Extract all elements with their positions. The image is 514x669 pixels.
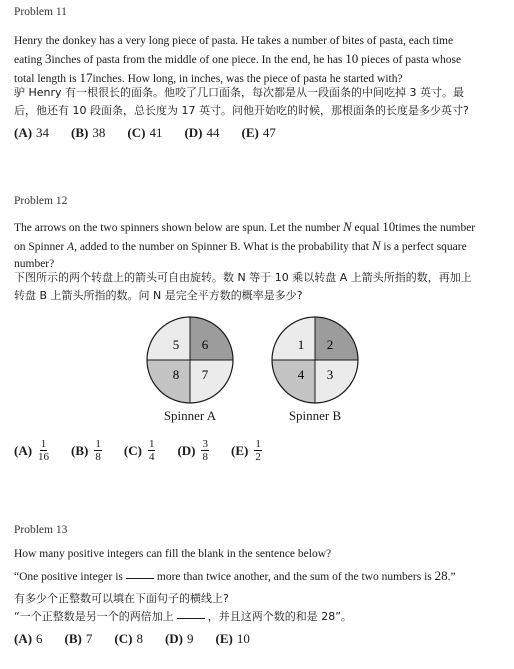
text-span: is a perfect square: [380, 241, 467, 253]
spinner-a-label: Spinner A: [163, 408, 217, 423]
choice-b[interactable]: [65, 631, 93, 647]
spinner-b-number-bl: 4: [297, 366, 305, 382]
numerator: 1: [95, 438, 101, 450]
problem-12-en-line-3: number?: [14, 258, 55, 270]
blank-line: [177, 618, 205, 619]
choice-c[interactable]: [124, 438, 156, 463]
choice-value: 10: [236, 631, 250, 646]
problem-11-text: [14, 33, 500, 88]
choice-label: (C): [127, 125, 146, 140]
denominator: 8: [95, 451, 101, 463]
denominator: 8: [202, 451, 208, 463]
choice-label: (E): [241, 125, 259, 140]
choice-label: (B): [71, 442, 89, 458]
text-span: “One positive integer is: [14, 571, 123, 583]
spinner-a: [145, 315, 235, 405]
spinner-a-number-tr: 6: [201, 336, 209, 352]
spinner-b-number-tl: 1: [297, 336, 305, 352]
choice-b[interactable]: [71, 125, 105, 141]
problem-12-en-line-1: [14, 218, 500, 237]
problem-13-cn-line-2: [14, 608, 500, 626]
choice-label: (A): [14, 631, 33, 646]
problem-11-en-line-1: Henry the donkey has a very long piece of pasta. He takes a number of bites of pasta, each time: [14, 35, 454, 47]
choice-b[interactable]: [71, 438, 102, 463]
choice-value: 38: [92, 125, 106, 140]
text-span: eating: [14, 54, 45, 66]
choice-label: (D): [164, 631, 183, 646]
problem-13-heading: Problem 13: [14, 524, 68, 536]
numerator: 3: [202, 438, 208, 450]
fraction: [254, 438, 262, 463]
problem-11-choices: [14, 125, 298, 141]
spinner-b-label: Spinner B: [288, 408, 342, 423]
choice-c[interactable]: [127, 125, 162, 141]
problem-12-cn-line-1: 下图所示的两个转盘上的箭头可自由旋转。数 N 等于 10 乘以转盘 A 上箭头所指的数，再加上: [14, 271, 472, 284]
choice-value: 9: [186, 631, 194, 646]
choice-value: 8: [136, 631, 143, 646]
problem-13-text: [14, 546, 500, 586]
choice-label: (A): [14, 125, 33, 140]
text-span: total length is: [14, 73, 80, 85]
choice-label: (A): [14, 442, 33, 458]
number-ten: 10: [345, 51, 359, 66]
problem-12-text: [14, 218, 500, 273]
choice-label: (B): [64, 631, 82, 646]
problem-11-cn-line-1: 驴 Henry 有一根很长的面条。他咬了几口面条，每次都是从一段面条的中间吃掉 3 英寸。最: [14, 86, 465, 99]
choice-label: (D): [184, 125, 203, 140]
denominator: 2: [255, 451, 261, 463]
problem-11-heading: Problem 11: [14, 6, 67, 18]
problem-11-cn-text: [14, 84, 500, 120]
problem-12-cn-line-2: 转盘 B 上箭头所指的数。问 N 是完全平方数的概率是多少?: [14, 289, 303, 302]
choice-value: 34: [36, 125, 50, 140]
text-span: on Spinner: [14, 241, 68, 253]
choice-e[interactable]: [241, 125, 275, 141]
choice-c[interactable]: [114, 631, 143, 647]
problem-13-cn-text: [14, 590, 500, 626]
problem-11-cn-line-2: 后，他还有 10 段面条，总长度为 17 英寸。问他开始吃的时候，那根面条的长度是多少英寸?: [14, 104, 469, 117]
fraction: [38, 438, 49, 463]
spinner-b-number-tr: 2: [326, 336, 334, 352]
spinner-a-number-bl: 8: [172, 366, 180, 382]
text-span: The arrows on the two spinners shown below are spun. Let the number: [14, 222, 343, 234]
choice-d[interactable]: [177, 438, 209, 463]
choice-value: 41: [149, 125, 163, 140]
text-span: ，并且这两个数的和是 28”。: [207, 610, 352, 623]
numerator: 1: [148, 438, 155, 450]
text-span: more than twice another, and the sum of the two numbers is: [156, 571, 435, 583]
variable-n: N: [342, 219, 352, 234]
text-span: pieces of pasta whose: [358, 54, 462, 66]
problem-12-en-line-2: [14, 237, 500, 256]
number-twenty-eight: 28: [434, 568, 448, 583]
choice-value: 6: [36, 631, 43, 646]
fraction: [148, 438, 156, 463]
denominator: 16: [38, 451, 50, 463]
problem-13-cn-line-1: 有多少个正整数可以填在下面句子的横线上?: [14, 592, 229, 605]
problem-11-en-line-2: [14, 50, 500, 69]
choice-e[interactable]: [215, 631, 249, 647]
fraction: [94, 438, 102, 463]
numerator: 1: [255, 438, 261, 450]
text-span: “一个正整数是另一个的两倍加上: [14, 610, 174, 623]
choice-e[interactable]: [231, 438, 262, 463]
problem-13-en-line-1: How many positive integers can fill the blank in the sentence below?: [14, 548, 332, 560]
spinner-a-number-br: 7: [201, 366, 209, 382]
choice-label: (E): [215, 631, 233, 646]
number-three: 3: [44, 51, 52, 66]
text-span: inches. How long, in inches, was the piece of pasta he started with?: [92, 73, 403, 85]
problem-13-choices: [14, 631, 272, 647]
choice-d[interactable]: [165, 631, 194, 647]
spinner-b-number-br: 3: [326, 366, 334, 382]
fraction: [201, 438, 209, 463]
choice-a[interactable]: [14, 125, 49, 141]
text-span: times the number: [395, 222, 476, 234]
numerator: 1: [40, 438, 47, 450]
denominator: 4: [148, 451, 155, 463]
text-span: inches of pasta from the middle of one piece. In the end, he has: [51, 54, 346, 66]
choice-d[interactable]: [184, 125, 219, 141]
choice-label: (D): [177, 442, 196, 458]
text-span: equal: [351, 222, 383, 234]
text-span: , added to the number on Spinner B. What is the probability that: [74, 241, 372, 253]
blank-line: [126, 578, 154, 579]
choice-value: 44: [206, 125, 220, 140]
variable-n: N: [371, 238, 381, 253]
problem-12-cn-text: [14, 269, 500, 305]
choice-label: (C): [114, 631, 133, 646]
text-span: .”: [447, 571, 456, 583]
choice-label: (E): [230, 442, 249, 458]
choice-label: (C): [123, 442, 142, 458]
number-ten: 10: [382, 219, 396, 234]
spinner-b: [270, 315, 360, 405]
number-seventeen: 17: [79, 70, 93, 85]
problem-12-choices: [14, 438, 284, 463]
problem-13-en-line-2: [14, 567, 500, 586]
spinner-a-number-tl: 5: [172, 336, 180, 352]
variable-a: A: [67, 241, 75, 253]
problem-12-heading: Problem 12: [14, 195, 68, 207]
choice-a[interactable]: [14, 631, 43, 647]
choice-value: 7: [85, 631, 93, 646]
choice-label: (B): [71, 125, 89, 140]
choice-value: 47: [262, 125, 276, 140]
choice-a[interactable]: [14, 438, 49, 463]
